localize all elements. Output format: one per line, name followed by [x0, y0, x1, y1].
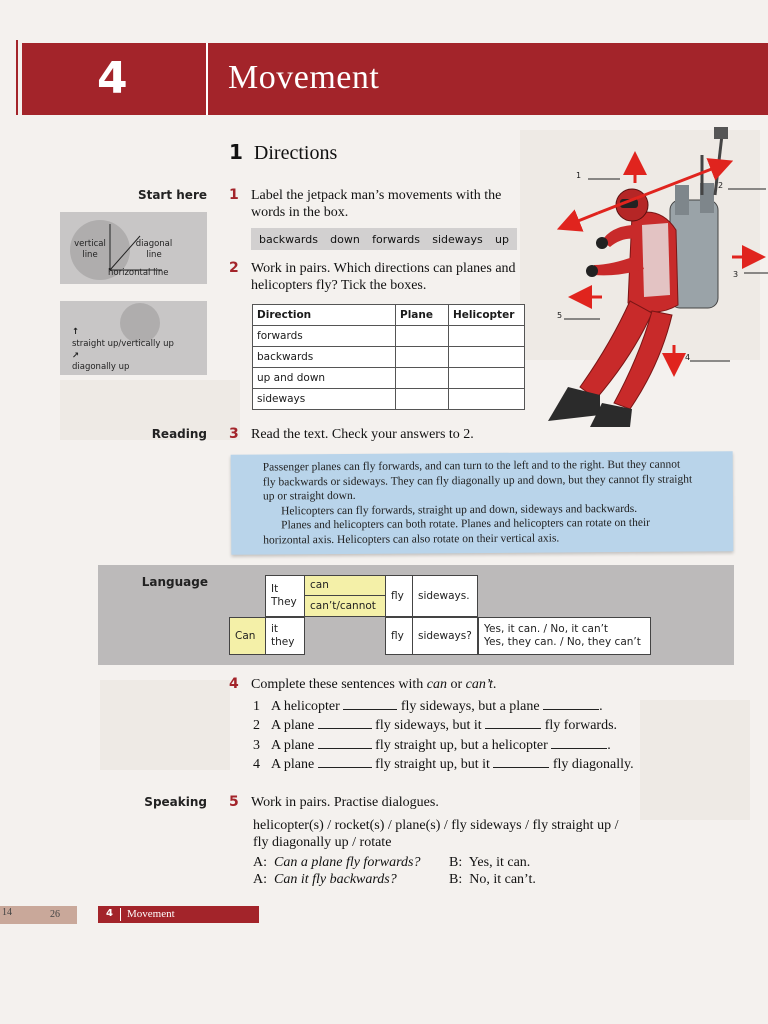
word-sideways: sideways	[432, 232, 483, 246]
unit-title: Movement	[228, 59, 380, 96]
direction-table	[252, 304, 525, 410]
exercise-4-cant: can’t	[465, 677, 493, 692]
grammar-sideways-question: sideways?	[412, 617, 478, 655]
table-row	[253, 347, 525, 368]
dialog-b-text: Yes, it can.	[468, 855, 531, 870]
exercise-1-number: 1	[229, 187, 239, 203]
row-direction: sideways	[253, 389, 396, 410]
exercise-4-or: or	[446, 677, 466, 692]
table-row	[253, 389, 525, 410]
exercise-4-can: can	[426, 677, 447, 692]
plane-tick-box[interactable]	[396, 389, 449, 410]
exercise-3-number: 3	[229, 426, 239, 442]
background-ghost-3	[100, 680, 230, 770]
grammar-short-answers: Yes, it can. / No, it can’t Yes, they can. / No, they can’t	[478, 617, 651, 655]
word-down: down	[330, 232, 360, 246]
sentence-2	[253, 718, 617, 734]
plane-tick-box[interactable]	[396, 347, 449, 368]
grammar-sideways: sideways.	[412, 575, 478, 617]
table-header-row	[253, 305, 525, 326]
reading-paragraph-3: Planes and helicopters can both rotate. Planes and helicopters can rotate on their horizontal axis. Helicopters can also rotate on their vertical axis.	[263, 516, 651, 547]
sentence-number: 2	[253, 718, 260, 733]
dialog-a-text: Can it fly backwards?	[274, 872, 397, 887]
sentence-part-a: A plane	[271, 738, 315, 753]
helicopter-tick-box[interactable]	[449, 389, 525, 410]
grammar-fly: fly	[385, 575, 413, 617]
unit-header	[22, 43, 768, 115]
sentence-part-c: fly forwards.	[544, 718, 618, 733]
exercise-4-period: .	[492, 677, 497, 692]
sentence-number: 4	[253, 757, 260, 772]
sentence-part-a: A plane	[271, 757, 315, 772]
sentence-1	[253, 699, 603, 715]
sentence-part-c: fly diagonally.	[552, 757, 634, 772]
word-up: up	[495, 232, 509, 246]
header-helicopter: Helicopter	[449, 305, 525, 326]
exercise-5-text: Work in pairs. Practise dialogues.	[251, 795, 439, 810]
row-direction: up and down	[253, 368, 396, 389]
side-label-speaking: Speaking	[144, 795, 207, 809]
table-row	[253, 326, 525, 347]
footer-margin-number: 14	[2, 907, 12, 918]
figure-label-5: 5	[557, 311, 563, 320]
sentence-part-b: fly straight up, but it	[375, 757, 490, 772]
diagonally-up-label: diagonally up	[72, 362, 130, 372]
speaker-b: B:	[449, 872, 463, 887]
page-number: 26	[50, 909, 60, 920]
reading-text	[263, 458, 694, 548]
exercise-4-instruction: Complete these sentences with	[251, 677, 427, 692]
dialog-line-2	[253, 872, 397, 888]
speaking-prompts-line-2: fly diagonally up / rotate	[253, 835, 392, 850]
horizontal-line-label: horizontal line	[108, 268, 169, 278]
vertical-line-label: vertical line	[74, 239, 106, 260]
footer-unit-bar	[98, 906, 259, 923]
speaker-a: A:	[253, 872, 267, 887]
reading-paragraph-1: Passenger planes can fly forwards, and can turn to the left and to the right. But they cannot fly backwards or sideways. They can fly diagonally up and down, but they cannot fly straight up or straight down.	[262, 458, 693, 503]
section-number: 1	[229, 140, 243, 164]
answer-blank[interactable]	[318, 719, 372, 729]
word-backwards: backwards	[259, 232, 318, 246]
side-label-start-here: Start here	[137, 188, 207, 202]
language-panel	[98, 565, 734, 665]
answer-blank[interactable]	[551, 739, 607, 749]
sentence-part-c: .	[599, 699, 603, 714]
section-title: Directions	[253, 142, 338, 164]
grammar-cant: can’t/cannot	[304, 595, 386, 617]
sentence-4	[253, 757, 634, 773]
figure-label-3: 3	[733, 270, 739, 279]
figure-label-1: 1	[576, 171, 582, 180]
row-direction: backwards	[253, 347, 396, 368]
diagonal-line-label: diagonal line	[135, 239, 173, 260]
plane-tick-box[interactable]	[396, 368, 449, 389]
answer-blank[interactable]	[493, 758, 549, 768]
dialog-a-text: Can a plane fly forwards?	[274, 855, 421, 870]
sentence-part-b: fly straight up, but a helicopter	[375, 738, 548, 753]
background-ghost-4	[640, 700, 750, 820]
jetpack-man-illustration	[540, 125, 768, 435]
footer-unit-number: 4	[106, 908, 113, 919]
jetpack-man-figure	[540, 125, 768, 435]
dialog-line-1	[253, 855, 421, 871]
up-arrow-icon: ↑	[72, 327, 80, 337]
grammar-fly-question: fly	[385, 617, 413, 655]
dialog-b-text: No, it can’t.	[469, 872, 536, 887]
grammar-can: can	[304, 575, 386, 596]
speaker-a: A:	[253, 855, 267, 870]
straight-up-label: straight up/vertically up	[72, 339, 174, 349]
grammar-subject-question: it they	[265, 617, 305, 655]
grammar-subject: It They	[265, 575, 305, 617]
unit-number: 4	[97, 53, 128, 104]
dialog-reply-1	[449, 855, 530, 871]
answer-blank[interactable]	[485, 719, 541, 729]
grammar-can-question: Can	[229, 617, 266, 655]
sentence-part-b: fly sideways, but it	[375, 718, 482, 733]
footer-unit-title: Movement	[127, 908, 175, 920]
exercise-2-text: Work in pairs. Which directions can planes and helicopters fly? Tick the boxes.	[251, 261, 516, 293]
sentence-number: 1	[253, 699, 260, 714]
figure-label-4: 4	[685, 353, 691, 362]
section-heading	[229, 140, 337, 165]
answer-blank[interactable]	[543, 700, 599, 710]
helicopter-tick-box[interactable]	[449, 347, 525, 368]
exercise-5-number: 5	[229, 794, 239, 810]
dialog-reply-2	[449, 872, 536, 888]
footer-page-tab	[0, 906, 77, 924]
answer-blank[interactable]	[343, 700, 397, 710]
sentence-3	[253, 738, 611, 754]
exercise-4-text	[251, 676, 651, 693]
exercise-2-number: 2	[229, 260, 239, 276]
exercise-3-text: Read the text. Check your answers to 2.	[251, 427, 474, 442]
word-box	[251, 228, 517, 250]
lines-info-box	[60, 212, 207, 284]
sentence-number: 3	[253, 738, 260, 753]
helicopter-tick-box[interactable]	[449, 326, 525, 347]
table-row	[253, 368, 525, 389]
speaking-prompts-line-1: helicopter(s) / rocket(s) / plane(s) / fly sideways / fly straight up /	[253, 818, 619, 833]
header-direction: Direction	[253, 305, 396, 326]
word-forwards: forwards	[372, 232, 421, 246]
sentence-part-a: A helicopter	[271, 699, 340, 714]
margin-line	[16, 40, 18, 115]
sentence-part-b: fly sideways, but a plane	[400, 699, 540, 714]
plane-tick-box[interactable]	[396, 326, 449, 347]
header-plane: Plane	[396, 305, 449, 326]
speaker-b: B:	[449, 855, 463, 870]
sentence-part-c: .	[607, 738, 611, 753]
sentence-part-a: A plane	[271, 718, 315, 733]
row-direction: forwards	[253, 326, 396, 347]
exercise-4-number: 4	[229, 676, 239, 692]
figure-label-2: 2	[718, 181, 724, 190]
helicopter-tick-box[interactable]	[449, 368, 525, 389]
reading-text-card	[231, 451, 734, 555]
answer-blank[interactable]	[318, 739, 372, 749]
diagonal-arrow-icon: ↗	[72, 351, 80, 361]
side-label-language: Language	[141, 575, 208, 589]
exercise-1-text: Label the jetpack man’s movements with the words in the box.	[251, 188, 502, 220]
arrows-info-box	[60, 301, 207, 375]
footer-divider	[120, 908, 121, 921]
answer-blank[interactable]	[318, 758, 372, 768]
reading-paragraph-2: Helicopters can fly forwards, straight up and down, sideways and backwards.	[281, 502, 638, 517]
side-label-reading: Reading	[151, 427, 207, 441]
header-divider	[206, 43, 208, 115]
